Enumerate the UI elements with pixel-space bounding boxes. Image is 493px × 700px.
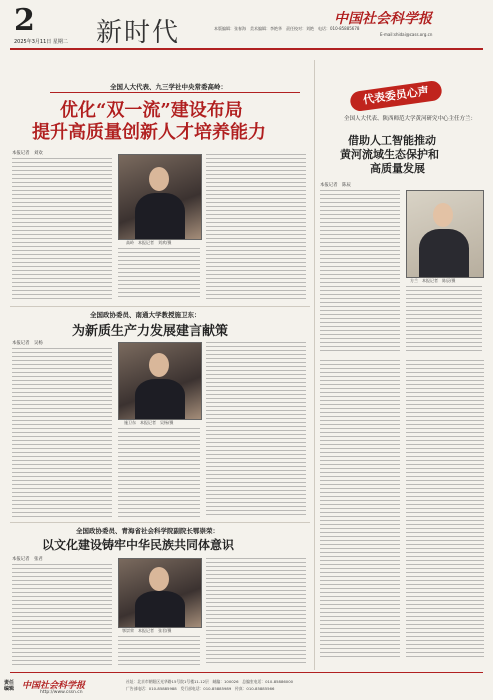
article4-body-col3 (206, 558, 306, 666)
article1-body-col3 (206, 154, 306, 300)
article1-kicker-rule (50, 92, 300, 93)
article4-photo-caption: 鄂崇荣 本报记者 张君/摄 (122, 628, 172, 633)
article-fanglan (318, 86, 486, 356)
footer-paper-name: 中国社会科学报 (22, 681, 86, 691)
footer-rule (10, 672, 483, 673)
paper-name-header: 中国社会科学报 (334, 11, 432, 27)
contact-line-1: 本版编辑：张春海 美术编辑：李艳华 责任校对：刘艳 电话：010-85885678 (214, 26, 360, 31)
article4-photo (118, 558, 202, 628)
footer-info-2: 广告部电话：010-85885988 发行部电话：010-85885989 传真：010-85885566 (126, 686, 275, 691)
article1-byline: 本报记者 刘欢 (12, 151, 43, 156)
article3-photo (118, 342, 202, 420)
article3-body-col2 (118, 428, 200, 518)
article4-headline: 以文化建设铸牢中华民族共同体意识 (42, 538, 235, 552)
article-shiweidong (10, 306, 310, 520)
footer-info-1: 社址：北京市朝阳区光华路15号院1号楼11-12层 邮编：100026 总编室电话：010-85886000 (126, 679, 294, 684)
contact-line-2: E-mail:shidai@cass.org.cn (380, 32, 433, 37)
footer-url: http://www.cssn.cn (40, 690, 83, 695)
article1-photo (118, 154, 202, 240)
article4-kicker: 全国政协委员、青海省社会科学院副院长鄂崇荣： (76, 527, 219, 535)
article1-headline-1: 优化“双一流”建设布局 (60, 100, 243, 121)
page-number: 2 (14, 3, 35, 38)
article3-photo-caption: 施卫东 本报记者 吴杨/摄 (124, 420, 174, 425)
article-echongrong (10, 522, 310, 668)
article1-photo-caption: 高岭 本报记者 刘欢/摄 (126, 240, 172, 245)
header-rule (10, 48, 483, 50)
article2-body-col3 (320, 360, 400, 660)
article4-body-col2 (118, 636, 200, 666)
article1-kicker: 全国人大代表、九三学社中央常委高岭： (110, 83, 227, 91)
article1-body-col1 (12, 158, 112, 300)
article3-body-col3 (206, 342, 306, 518)
article1-body-col2 (118, 248, 200, 300)
article3-kicker: 全国政协委员、南通大学教授施卫东： (90, 311, 201, 319)
article2-kicker: 全国人大代表、陕西师范大学黄河研究中心主任方兰： (343, 116, 476, 122)
article3-byline: 本报记者 吴杨 (12, 341, 43, 346)
section-ribbon (349, 80, 443, 113)
article2-body-col1 (320, 190, 400, 352)
article4-byline: 本报记者 张君 (12, 557, 43, 562)
article3-top-rule (10, 306, 310, 307)
article3-body-col1 (12, 348, 112, 518)
article2-body-col2 (406, 286, 482, 352)
section-title: 新时代 (96, 18, 181, 48)
footer-label: 责任编辑 (4, 680, 15, 692)
article-gaoling (10, 54, 310, 304)
section-ribbon-label: 代表委员心声 (362, 84, 430, 107)
article4-body-col1 (12, 564, 112, 666)
article2-body-col4 (406, 360, 484, 660)
article4-top-rule (10, 522, 310, 523)
article2-photo-caption: 方兰 本报记者 陈辰/摄 (410, 278, 456, 283)
column-divider (314, 60, 315, 670)
article2-headline-1: 借助人工智能推动 (348, 134, 436, 147)
article3-headline: 为新质生产力发展建言献策 (72, 324, 229, 339)
article2-headline-2: 黄河流域生态保护和 (340, 148, 439, 161)
article2-byline: 本报记者 陈辰 (320, 183, 351, 188)
article2-photo (406, 190, 484, 278)
masthead (0, 0, 493, 62)
article2-headline-3: 高质量发展 (370, 162, 425, 175)
date-line: 2025年3月11日 星期二 (14, 39, 68, 45)
footer (0, 672, 493, 700)
article1-headline-2: 提升高质量创新人才培养能力 (32, 122, 266, 143)
